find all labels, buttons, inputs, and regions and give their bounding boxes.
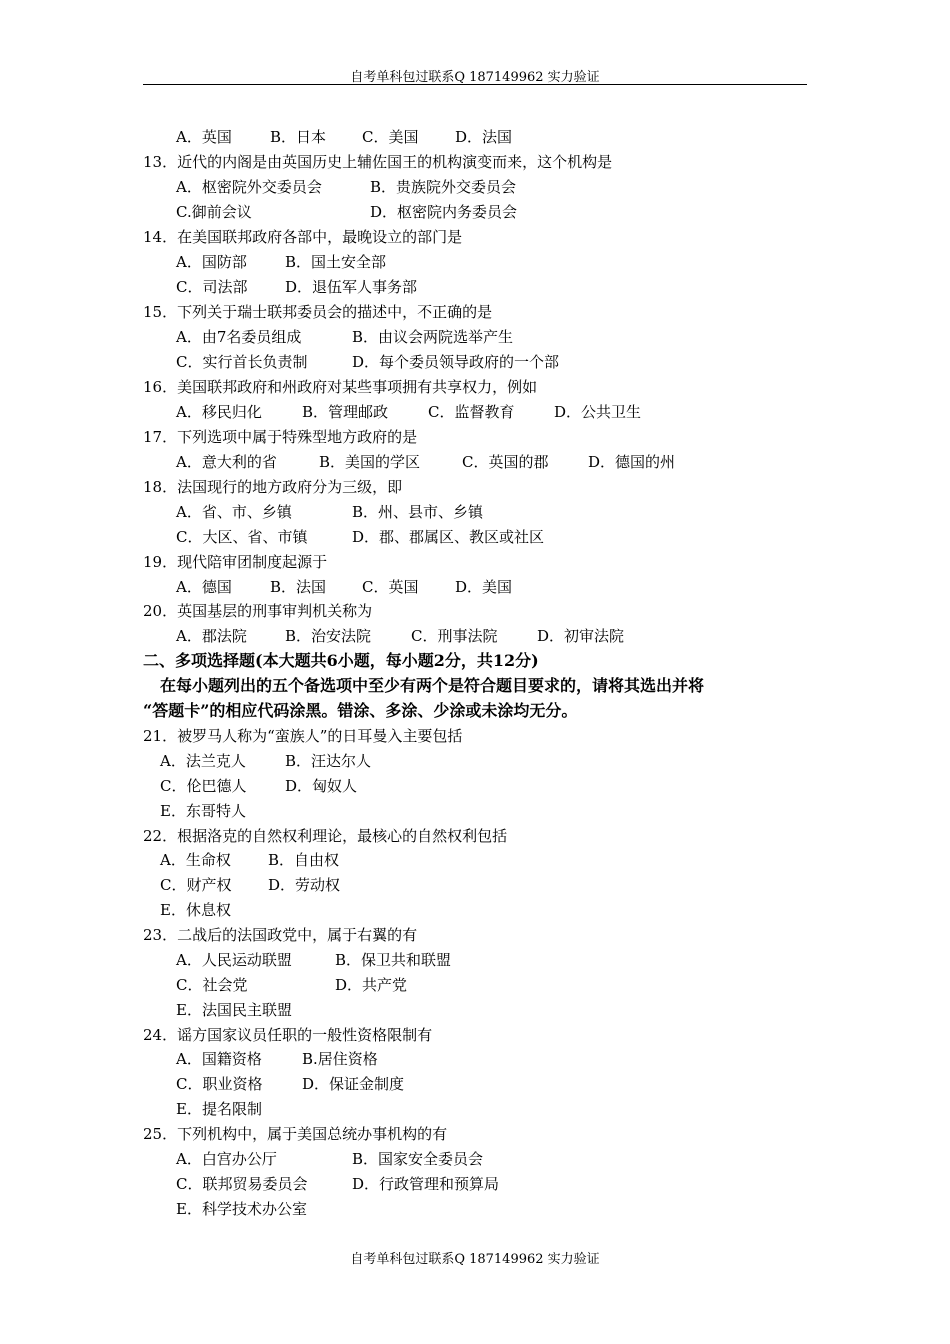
question-text: 18．法国现行的地方政府分为三级，即 [143, 478, 403, 496]
option-item: A．枢密院外交委员会 [176, 178, 322, 196]
option-item: C．司法部 [176, 278, 248, 296]
option-item: B．国家安全委员会 [352, 1150, 484, 1168]
option-item: B.居住资格 [302, 1050, 378, 1068]
question-text: 24．谣方国家议员任职的一般性资格限制有 [143, 1026, 433, 1044]
option-item: A．国籍资格 [176, 1050, 262, 1068]
page-header: 自考单科包过联系Q 187149962 实力验证 [350, 70, 600, 85]
question-text: 25．下列机构中，属于美国总统办事机构的有 [143, 1125, 448, 1143]
option-item: B．自由权 [268, 851, 340, 869]
option-item: D．行政管理和预算局 [352, 1175, 500, 1193]
option-item: D．匈奴人 [285, 777, 358, 795]
option-item: C．英国 [362, 578, 419, 596]
option-item: C．刑事法院 [411, 627, 498, 645]
question-text: 22．根据洛克的自然权利理论，最核心的自然权利包括 [143, 827, 508, 845]
question-text: 13．近代的内阁是由英国历史上辅佐国王的机构演变而来，这个机构是 [143, 153, 613, 171]
page-footer: 自考单科包过联系Q 187149962 实力验证 [350, 1252, 600, 1267]
question-text: 16．美国联邦政府和州政府对某些事项拥有共享权力，例如 [143, 378, 538, 396]
option-item: E．科学技术办公室 [176, 1200, 307, 1218]
option-item: A．省、市、乡镇 [176, 503, 292, 521]
option-item: B．日本 [270, 128, 327, 146]
option-item: A．法兰克人 [160, 752, 246, 770]
option-item: C．联邦贸易委员会 [176, 1175, 308, 1193]
option-item: B．法国 [270, 578, 327, 596]
option-item: A．人民运动联盟 [176, 951, 292, 969]
option-item: D．郡、郡属区、教区或社区 [352, 528, 545, 546]
option-item: C．英国的郡 [462, 453, 549, 471]
section-heading: 在每小题列出的五个备选项中至少有两个是符合题目要求的，请将其选出并将 [160, 676, 705, 695]
option-item: C．监督教育 [428, 403, 515, 421]
option-item: A．移民归化 [176, 403, 262, 421]
option-item: A．由7名委员组成 [176, 328, 302, 346]
option-item: C．职业资格 [176, 1075, 263, 1093]
option-item: D．枢密院内务委员会 [370, 203, 518, 221]
question-text: 23．二战后的法国政党中，属于右翼的有 [143, 926, 418, 944]
option-item: D．德国的州 [588, 453, 676, 471]
option-item: D．劳动权 [268, 876, 341, 894]
option-item: A．白宫办公厅 [176, 1150, 277, 1168]
option-item: C.御前会议 [176, 203, 252, 221]
option-item: A．生命权 [160, 851, 231, 869]
section-heading: 二、多项选择题(本大题共6小题，每小题2分，共12分) [143, 651, 539, 670]
option-item: C．财产权 [160, 876, 232, 894]
option-item: E．提名限制 [176, 1100, 262, 1118]
option-item: C．伦巴德人 [160, 777, 247, 795]
option-item: A．英国 [176, 128, 232, 146]
option-item: C．美国 [362, 128, 419, 146]
option-item: B．贵族院外交委员会 [370, 178, 517, 196]
option-item: C．大区、省、市镇 [176, 528, 308, 546]
section-heading: “答题卡”的相应代码涂黑。错涂、多涂、少涂或未涂均无分。 [143, 701, 578, 720]
option-item: A．意大利的省 [176, 453, 277, 471]
option-item: A．德国 [176, 578, 232, 596]
option-item: A．郡法院 [176, 627, 247, 645]
option-item: D．美国 [455, 578, 513, 596]
option-item: D．法国 [455, 128, 513, 146]
option-item: D．共产党 [335, 976, 408, 994]
option-item: B．国土安全部 [285, 253, 387, 271]
option-item: A．国防部 [176, 253, 247, 271]
question-text: 15．下列关于瑞士联邦委员会的描述中，不正确的是 [143, 303, 493, 321]
question-text: 21．被罗马人称为“蛮族人”的日耳曼入主要包括 [143, 727, 463, 745]
question-text: 19．现代陪审团制度起源于 [143, 553, 328, 571]
option-item: D．退伍军人事务部 [285, 278, 418, 296]
option-item: B．保卫共和联盟 [335, 951, 452, 969]
header-rule [143, 84, 807, 85]
option-item: B．治安法院 [285, 627, 372, 645]
option-item: C．实行首长负责制 [176, 353, 308, 371]
option-item: D．保证金制度 [302, 1075, 405, 1093]
option-item: E．法国民主联盟 [176, 1001, 292, 1019]
option-item: C．社会党 [176, 976, 248, 994]
option-item: B．管理邮政 [302, 403, 389, 421]
option-item: B．州、县市、乡镇 [352, 503, 484, 521]
option-item: B．汪达尔人 [285, 752, 372, 770]
option-item: D．每个委员领导政府的一个部 [352, 353, 560, 371]
option-item: E．休息权 [160, 901, 231, 919]
question-text: 14．在美国联邦政府各部中，最晚设立的部门是 [143, 228, 463, 246]
option-item: E．东哥特人 [160, 802, 246, 820]
option-item: B．由议会两院选举产生 [352, 328, 514, 346]
question-text: 17．下列选项中属于特殊型地方政府的是 [143, 428, 418, 446]
option-item: D．初审法院 [537, 627, 625, 645]
question-text: 20．英国基层的刑事审判机关称为 [143, 602, 373, 620]
option-item: B．美国的学区 [319, 453, 421, 471]
option-item: D．公共卫生 [554, 403, 642, 421]
